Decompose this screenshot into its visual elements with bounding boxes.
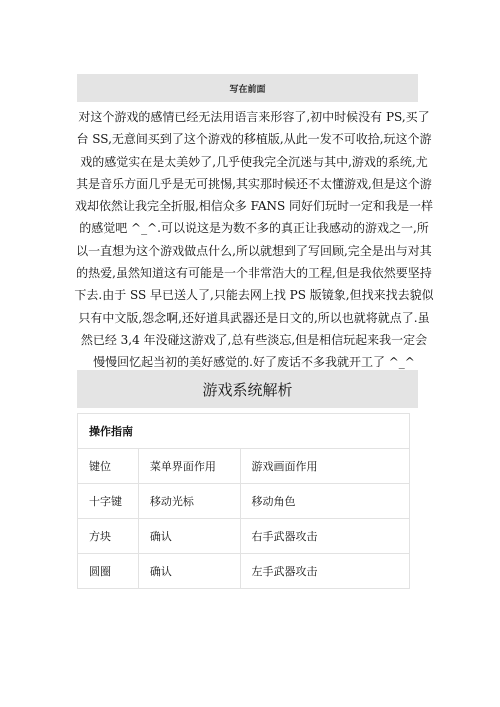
paragraph-line: 戏的感觉实在是太美妙了,几乎使我完全沉迷与其中,游戏的系统,尤 (80, 154, 428, 169)
table-row (78, 484, 410, 519)
table-cell: 圆圈 (78, 554, 139, 589)
paragraph-line: 慢慢回忆起当初的美好感觉的.好了废话不多我就开工了 ^_^ (93, 355, 415, 370)
paragraph-line: 对这个游戏的感情已经无法用语言来形容了,初中时候没有 PS,买了 (78, 110, 430, 124)
table-cell: 移动光标 (138, 484, 240, 519)
table-row (78, 519, 410, 554)
table-cell: 方块 (78, 519, 139, 554)
paragraph-line: 以一直想为这个游戏做点什么,所以就想到了写回顾,完全是出与对其 (76, 243, 432, 258)
controls-table (77, 413, 410, 589)
paragraph-line: 其是音乐方面几乎是无可挑惕,其实那时候还不太懂游戏,但是这个游 (76, 176, 432, 191)
table-cell: 右手武器攻击 (240, 519, 409, 554)
table-cell: 确认 (138, 519, 240, 554)
section-title-bar (77, 370, 418, 408)
table-row (78, 554, 410, 589)
table-cell: 移动角色 (240, 484, 409, 519)
table-cell: 确认 (138, 554, 240, 589)
table-cell: 键位 (78, 449, 139, 484)
paragraph-line: 下去.由于 SS 早已送人了,只能去网上找 PS 版镜象,但找来找去貌似 (74, 288, 434, 303)
preface-title-bar (77, 74, 418, 102)
paragraph-line: 只有中文版,怨念啊,还好道具武器还是日文的,所以也就将就点了.虽 (78, 310, 430, 325)
table-cell: 游戏画面作用 (240, 449, 409, 484)
preface-title: 写在前面 (229, 84, 266, 95)
table-caption: 操作指南 (78, 414, 410, 449)
table-cell: 十字键 (78, 484, 139, 519)
table-header-row (78, 449, 410, 484)
paragraph-line: 然已经 3,4 年没碰这游戏了,总有些淡忘,但是相信玩起来我一定会 (80, 332, 428, 347)
table-cell: 左手武器攻击 (240, 554, 409, 589)
paragraph-line: 台 SS,无意间买到了这个游戏的移植版,从此一发不可收拾,玩这个游 (76, 132, 432, 147)
table-caption-row (78, 414, 410, 449)
section-title: 游戏系统解析 (202, 380, 293, 399)
table-cell: 菜单界面作用 (138, 449, 240, 484)
preface-paragraph (74, 106, 434, 374)
paragraph-line: 的感觉吧 ^_^.可以说这是为数不多的真正让我感动的游戏之一,所 (79, 221, 429, 236)
paragraph-line: 的热爱,虽然知道这有可能是一个非常浩大的工程,但是我依然要坚持 (76, 266, 432, 281)
paragraph-line: 戏却依然让我完全折服,相信众多 FANS 同好们玩时一定和我是一样 (74, 199, 434, 214)
